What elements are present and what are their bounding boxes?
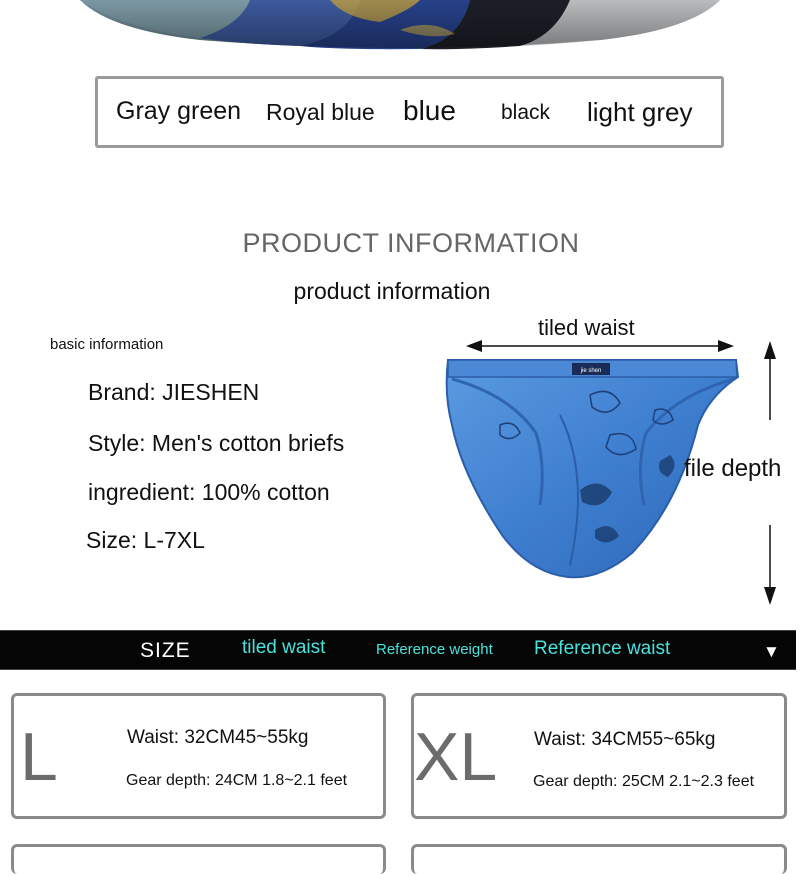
color-option: Gray green: [116, 97, 242, 125]
size-card-xl: [411, 693, 787, 819]
depth-measure-label: file depth: [684, 455, 782, 482]
color-option: light grey: [587, 97, 693, 127]
size-card-l: [11, 693, 386, 819]
color-option: blue: [403, 95, 456, 126]
brand-line: Brand: JIESHEN: [88, 379, 260, 405]
color-option: black: [501, 101, 551, 124]
size-waist: Waist: 34CM55~65kg: [534, 729, 716, 750]
header-tiled-waist: tiled waist: [242, 637, 326, 658]
size-gear-depth: Gear depth: 24CM 1.8~2.1 feet: [126, 772, 348, 789]
dropdown-arrow-icon[interactable]: ▼: [763, 642, 780, 661]
header-size: SIZE: [140, 639, 191, 662]
style-line: Style: Men's cotton briefs: [88, 430, 345, 456]
product-diagram: [440, 315, 800, 615]
size-gear-depth: Gear depth: 25CM 2.1~2.3 feet: [533, 773, 755, 790]
color-option: Royal blue: [266, 99, 375, 125]
size-letter: XL: [414, 719, 498, 795]
size-card-partial: [411, 844, 787, 874]
basic-info-label: basic information: [50, 336, 164, 353]
section-subtitle: product information: [293, 278, 491, 304]
size-waist: Waist: 32CM45~55kg: [127, 727, 309, 748]
size-letter: L: [20, 719, 58, 795]
color-options-box: [95, 76, 724, 148]
brand-tag-text: jie shen: [580, 368, 602, 374]
waist-measure-label: tiled waist: [538, 315, 635, 340]
size-range-line: Size: L-7XL: [86, 527, 205, 553]
header-reference-weight: Reference weight: [376, 641, 493, 658]
size-card-partial: [11, 844, 386, 874]
ingredient-line: ingredient: 100% cotton: [88, 479, 330, 505]
section-title: PRODUCT INFORMATION: [242, 228, 580, 258]
product-colors-photo: [0, 0, 800, 55]
size-table-header: [0, 630, 796, 670]
header-reference-waist: Reference waist: [534, 638, 671, 659]
